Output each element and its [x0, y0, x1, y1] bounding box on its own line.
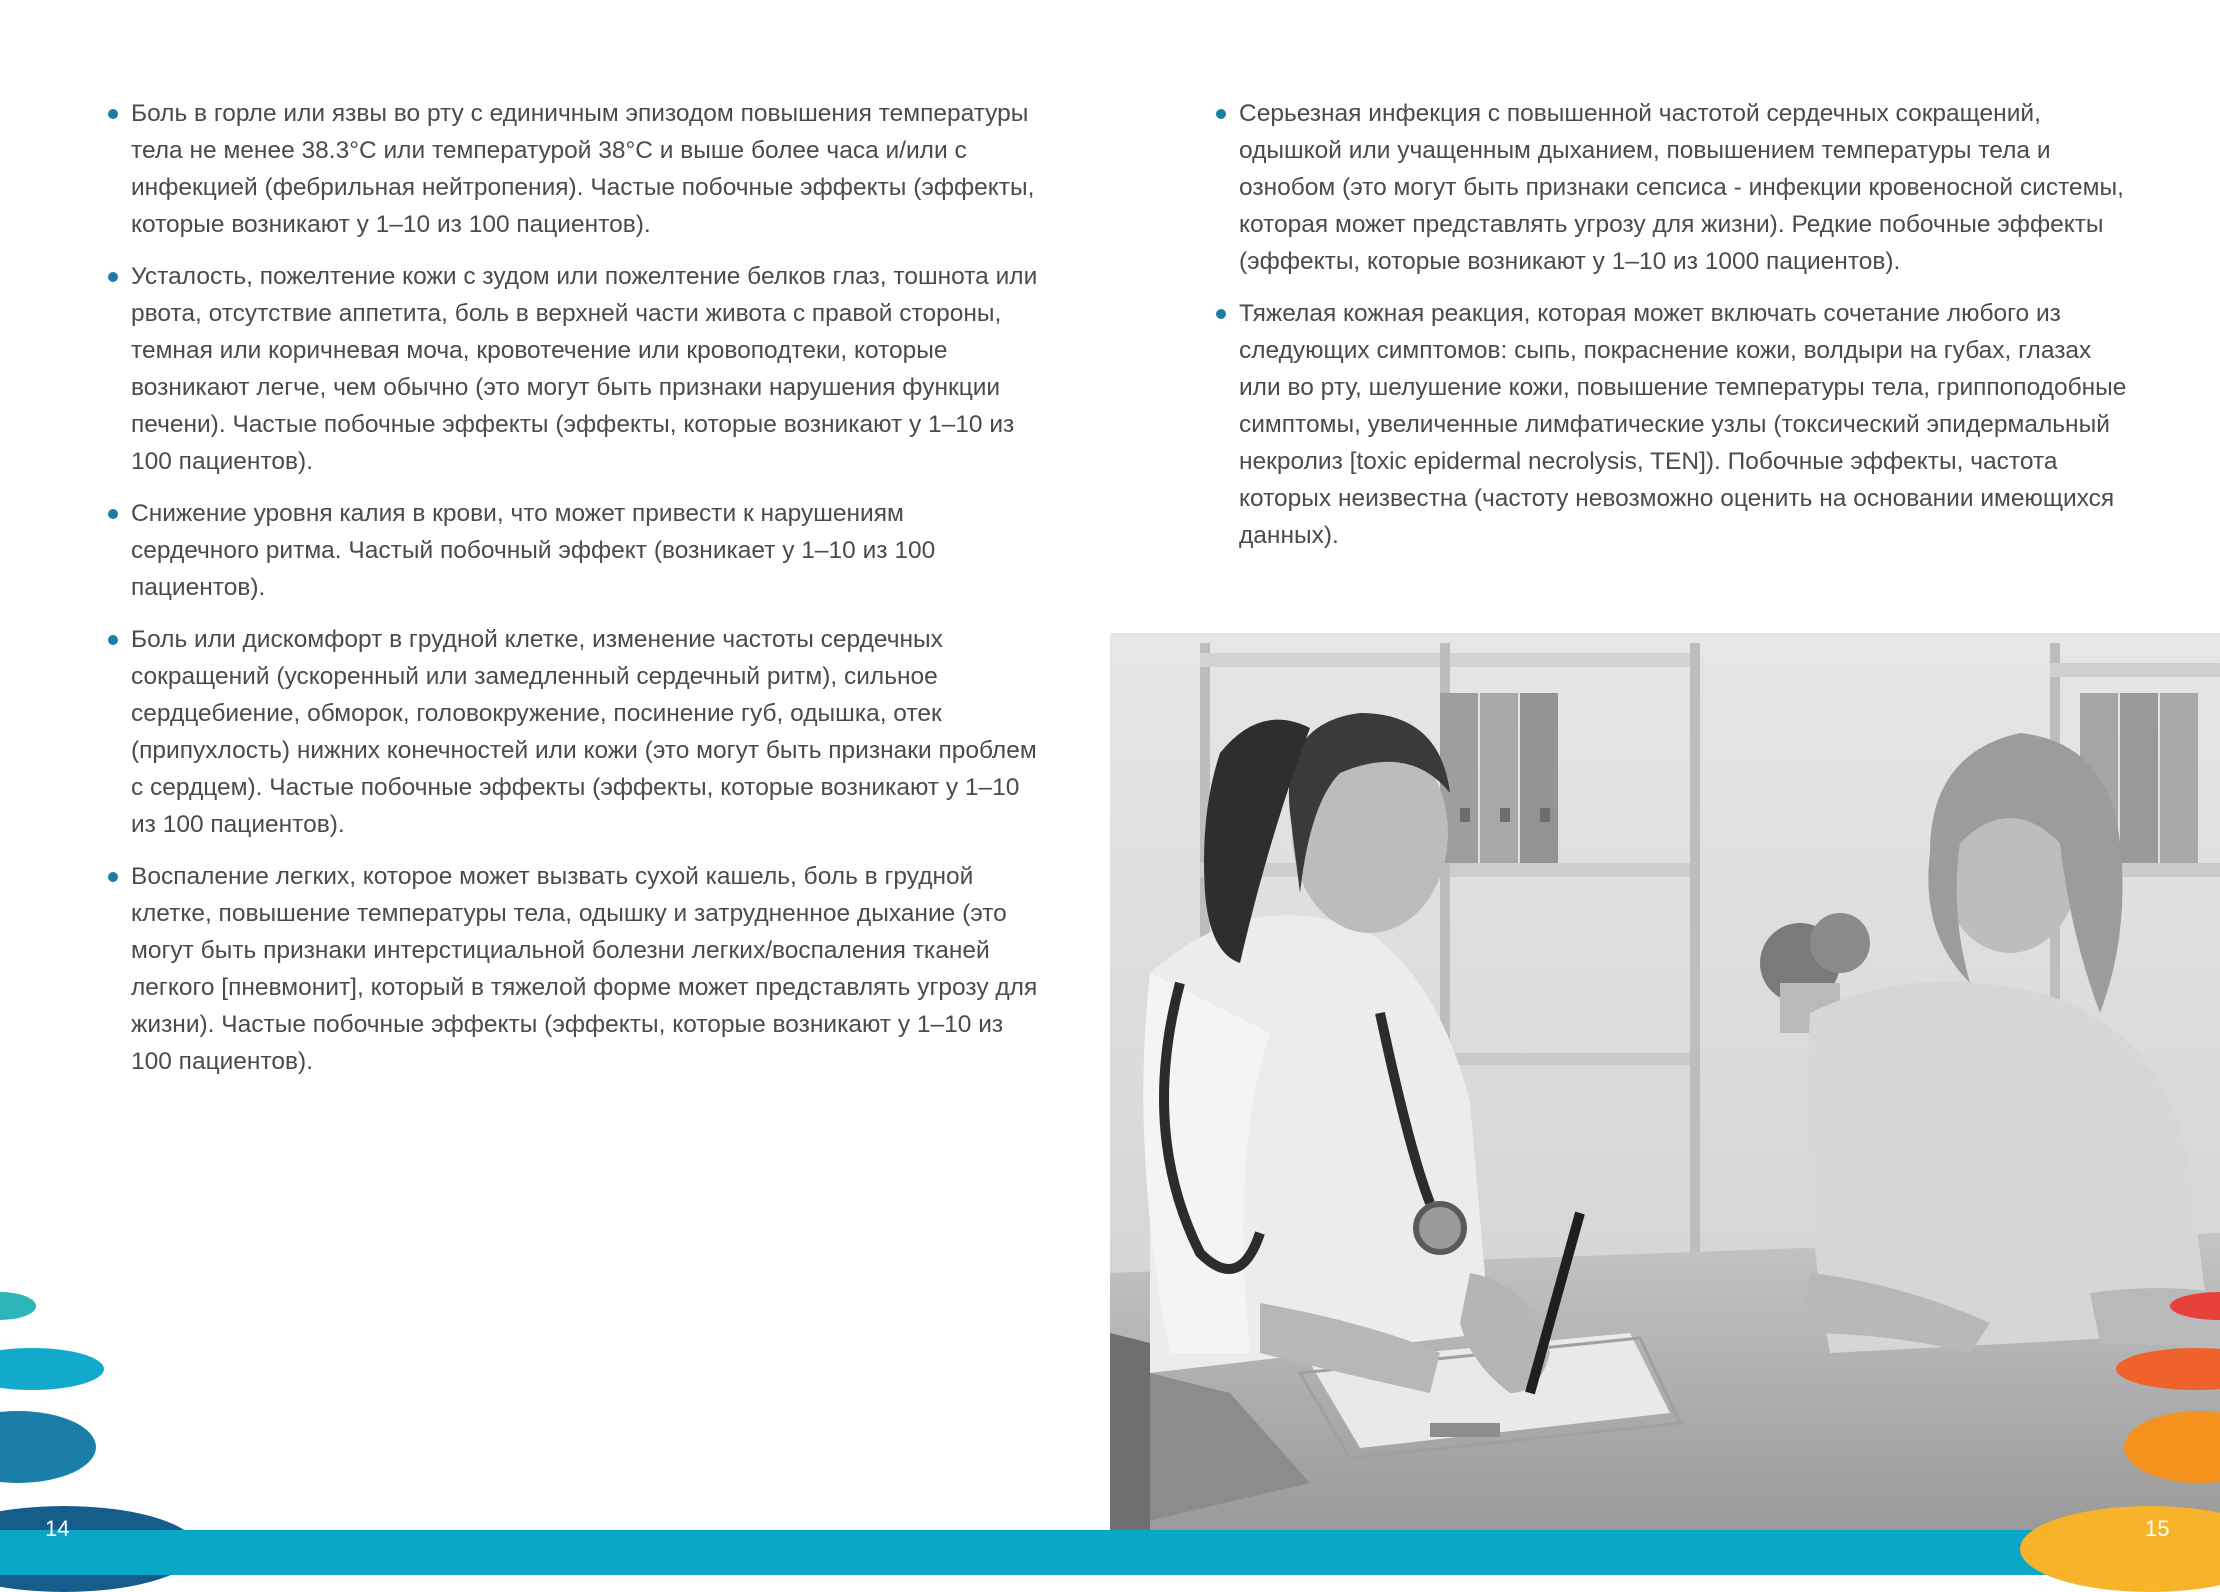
list-item [108, 95, 1038, 243]
footer-bar [0, 1530, 2220, 1575]
bullet-dot-icon [108, 272, 118, 282]
list-item [1216, 295, 2136, 554]
bullet-text: Усталость, пожелтение кожи с зудом или пожелтение белков глаз, тошнота или рвота, отсутствие аппетита, боль в верхней части живота с правой стороны, темная или коричневая моча, кровотечение или кровоподтеки, которые возникают легче, чем обычно (это могут быть признаки нарушения функции печени). Частые побочные эффекты (эффекты, которые возникают у 1–10 из 100 пациентов). [131, 263, 1038, 475]
decor-blob-blue [0, 1411, 96, 1483]
photo-illustration [1110, 633, 2220, 1530]
list-item [108, 621, 1038, 843]
list-item [108, 258, 1038, 480]
page-number-left: 14 [45, 1516, 70, 1541]
bullet-text: Боль в горле или язвы во рту с единичным эпизодом повышения температуры тела не менее 38.3°С или температурой 38°С и выше более часа и/или с инфекцией (фебрильная нейтропения). Частые побочные эффекты (эффекты, которые возникают у 1–10 из 100 пациентов). [131, 100, 1035, 238]
bullet-dot-icon [108, 109, 118, 119]
bullet-text: Серьезная инфекция с повышенной частотой сердечных сокращений, одышкой или учащенным дыханием, повышением температуры тела и ознобом (это могут быть признаки сепсиса - инфекции кровеносной системы, которая может представлять угрозу для жизни). Редкие побочные эффекты (эффекты, которые возникают у 1–10 из 1000 пациентов). [1239, 100, 2124, 275]
bullet-text: Снижение уровня калия в крови, что может привести к нарушениям сердечного ритма. Частый побочный эффект (возникает у 1–10 из 100 пациентов). [131, 500, 936, 601]
left-page-content [108, 95, 1038, 1095]
bullet-dot-icon [108, 635, 118, 645]
list-item [108, 495, 1038, 606]
decor-blob-cyan [0, 1348, 104, 1390]
doctor-patient-photo [1110, 633, 2220, 1530]
bullet-dot-icon [1216, 109, 1226, 119]
left-bullet-list [108, 95, 1038, 1080]
bullet-text: Воспаление легких, которое может вызвать сухой кашель, боль в грудной клетке, повышение температуры тела, одышку и затрудненное дыхание (это могут быть признаки интерстициальной болезни легких/воспаления тканей легкого [пневмонит], который в тяжелой форме может представлять угрозу для жизни). Частые побочные эффекты (эффекты, которые возникают у 1–10 из 100 пациентов). [131, 863, 1038, 1075]
bullet-text: Тяжелая кожная реакция, которая может включать сочетание любого из следующих симптомов: сыпь, покраснение кожи, волдыри на губах, глазах или во рту, шелушение кожи, повышение температуры тела, гриппоподобные симптомы, увеличенные лимфатические узлы (токсический эпидермальный некролиз [toxic epidermal necrolysis, TEN]). Побочные эффекты, частота которых неизвестна (частоту невозможно оценить на основании имеющихся данных). [1239, 300, 2127, 549]
page-number-right: 15 [2145, 1516, 2170, 1541]
list-item [108, 858, 1038, 1080]
list-item [1216, 95, 2136, 280]
bullet-dot-icon [108, 509, 118, 519]
right-page-content [1216, 95, 2136, 569]
bullet-dot-icon [1216, 309, 1226, 319]
bullet-dot-icon [108, 872, 118, 882]
bullet-text: Боль или дискомфорт в грудной клетке, изменение частоты сердечных сокращений (ускоренный или замедленный сердечный ритм), сильное сердцебиение, обморок, головокружение, посинение губ, одышка, отек (припухлость) нижних конечностей или кожи (это могут быть признаки проблем с сердцем). Частые побочные эффекты (эффекты, которые возникают у 1–10 из 100 пациентов). [131, 626, 1037, 838]
right-bullet-list [1216, 95, 2136, 554]
decor-blob-teal [0, 1292, 36, 1320]
